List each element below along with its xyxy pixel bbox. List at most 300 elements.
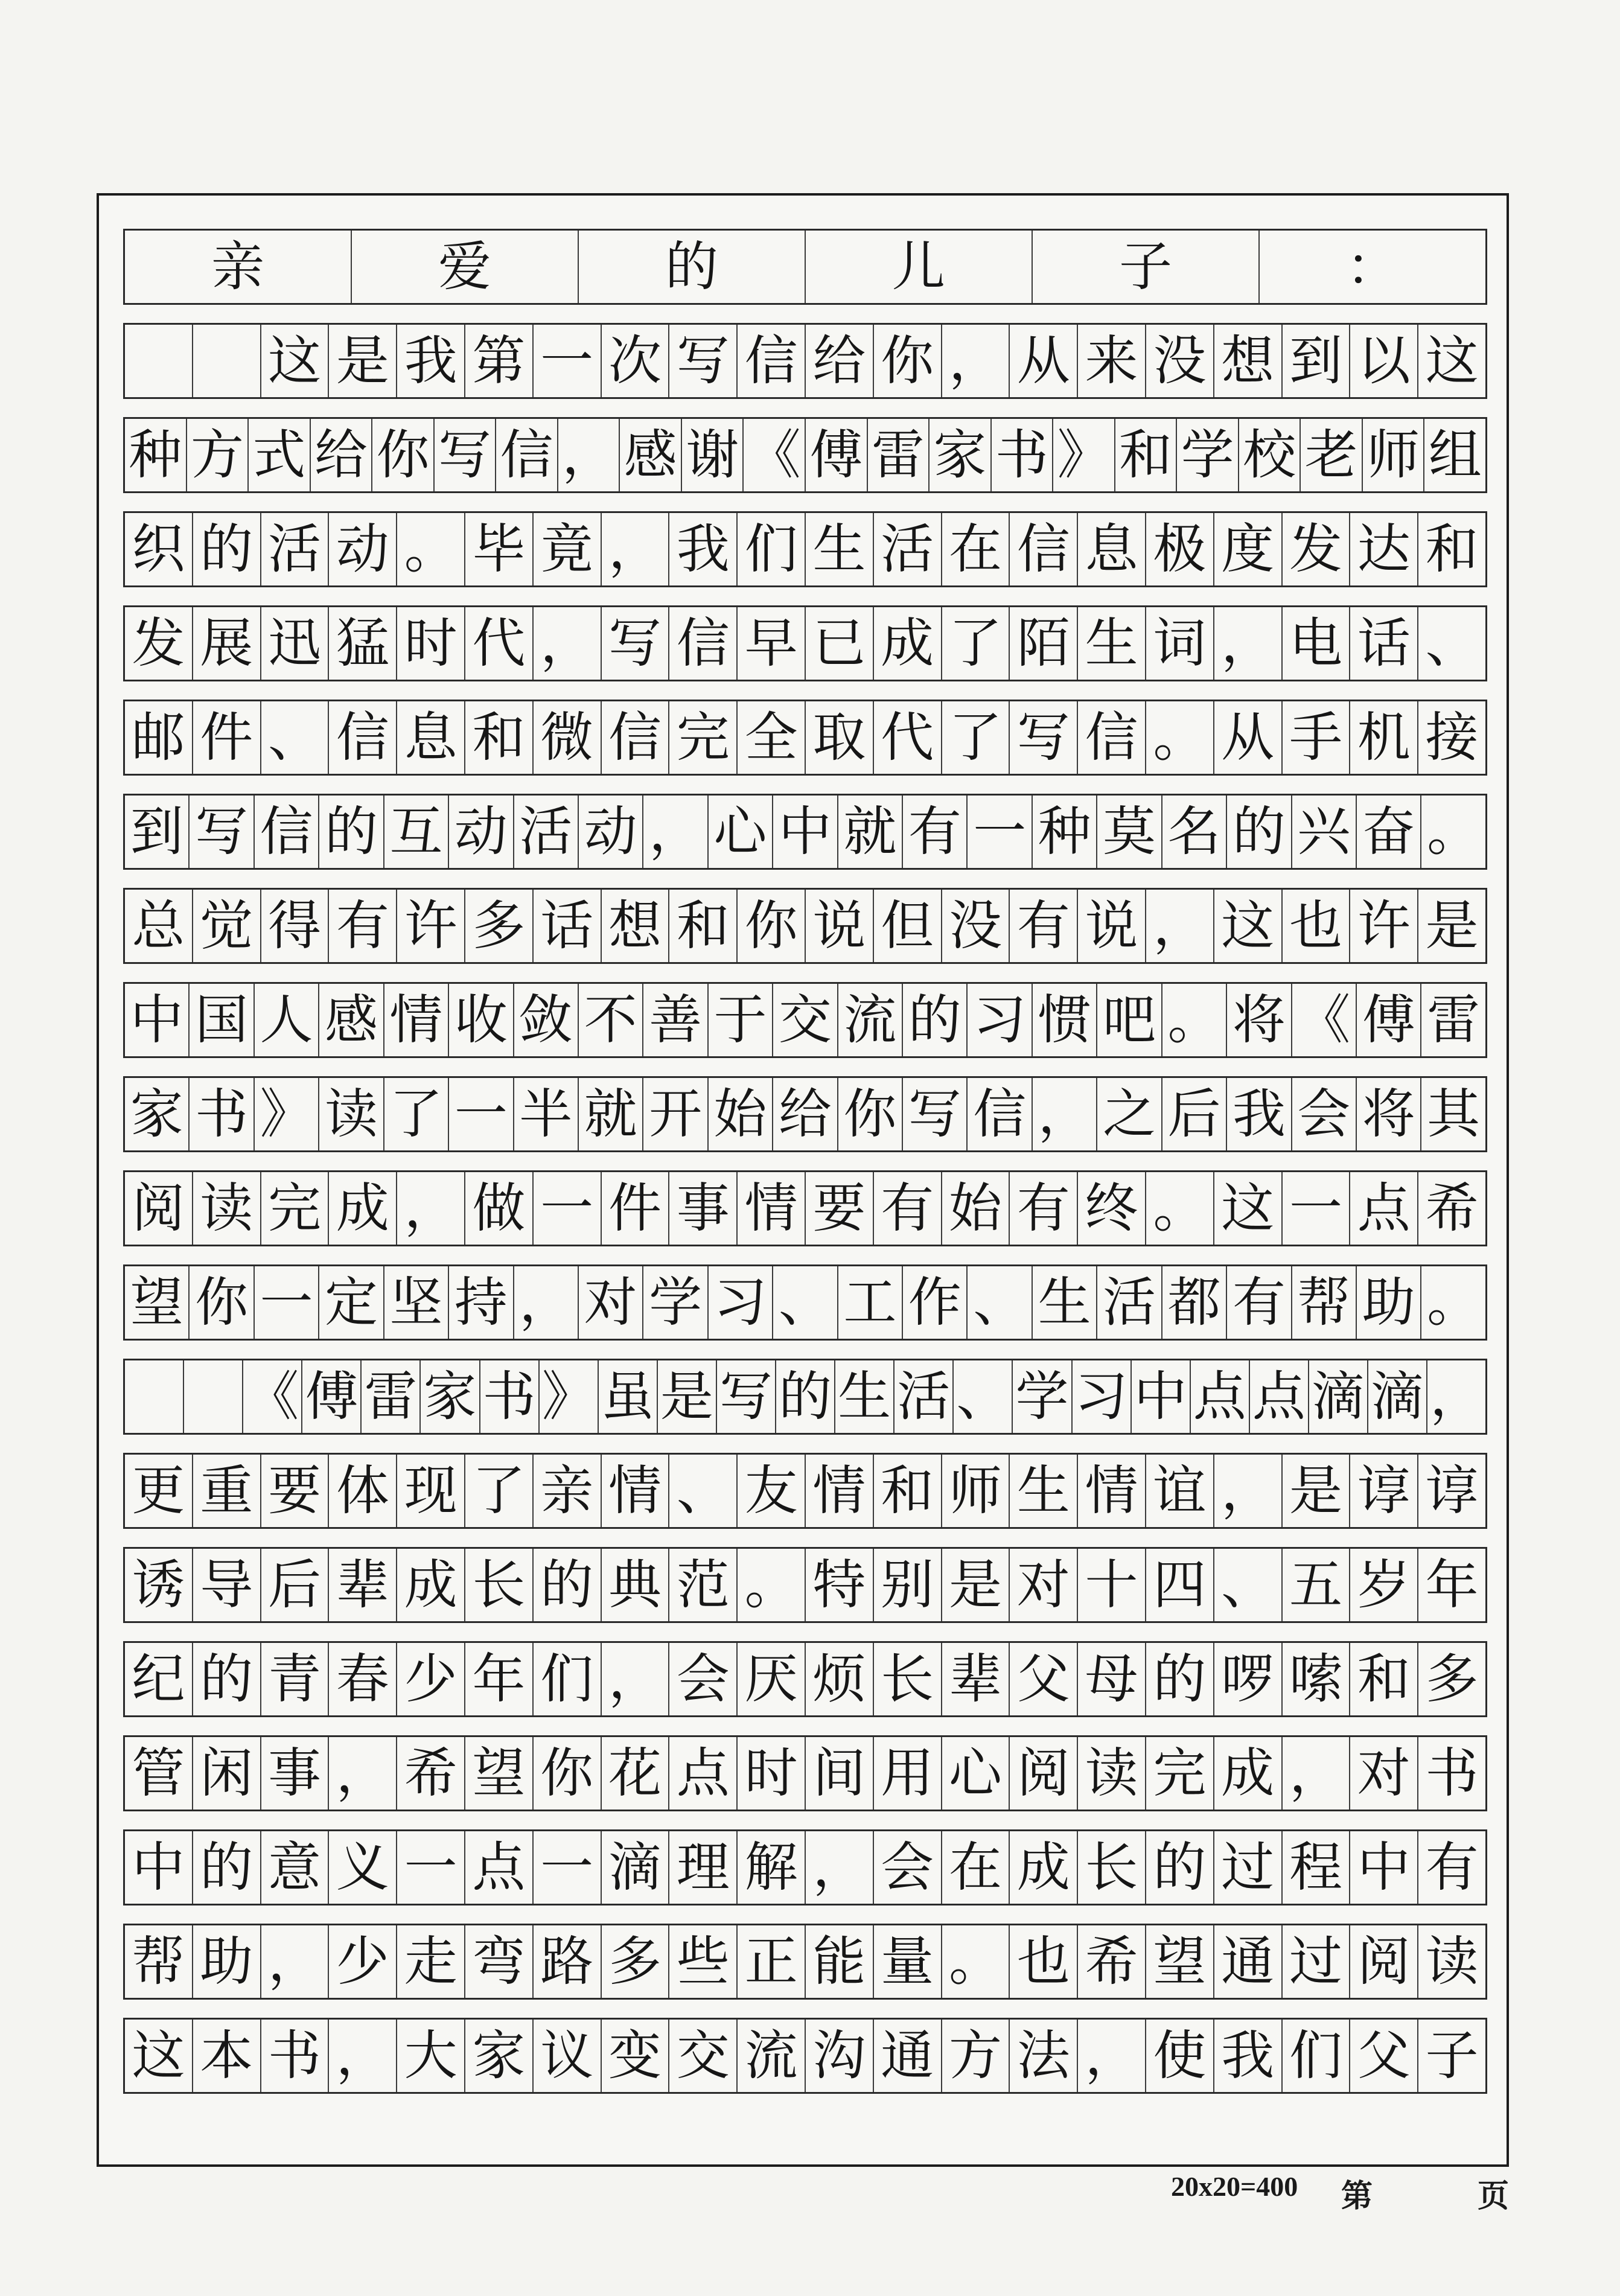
grid-cell: 师 — [1363, 419, 1425, 491]
grid-cell: 母 — [1078, 1643, 1146, 1715]
grid-cell: 将 — [1357, 1078, 1421, 1150]
page-label-di: 第 — [1341, 2180, 1373, 2214]
grid-cell: 发 — [125, 607, 193, 680]
grid-cell: 想 — [602, 890, 670, 962]
manuscript-row — [123, 982, 1487, 1076]
grid-cell: 是 — [329, 325, 397, 397]
manuscript-row — [123, 1829, 1487, 1924]
grid-cell: 嗦 — [1283, 1643, 1351, 1715]
grid-cell: 望 — [125, 1266, 190, 1339]
grid-cell: 学 — [1177, 419, 1239, 491]
grid-cell: 多 — [602, 1925, 670, 1998]
grid-cell: 》 — [540, 1360, 599, 1433]
grid-cell: 后 — [261, 1549, 330, 1621]
grid-cell: 我 — [1214, 2020, 1283, 2092]
grid-cell: ， — [397, 1172, 465, 1245]
grid-cell: 程 — [1283, 1831, 1351, 1904]
grid-cell: 家 — [125, 1078, 190, 1150]
grid-cell: 从 — [1010, 325, 1078, 397]
grid-cell: 典 — [602, 1549, 670, 1621]
grid-cell: 已 — [806, 607, 874, 680]
grid-cell: 理 — [669, 1831, 738, 1904]
grid-cell: 成 — [329, 1172, 397, 1245]
grid-cell: 厌 — [738, 1643, 806, 1715]
grid-cell: 国 — [190, 984, 254, 1056]
grid-cell: 有 — [1425, 1836, 1479, 1898]
grid-cell: 信 — [329, 701, 397, 774]
grid-cell: 半 — [514, 1078, 579, 1150]
grid-cell: 们 — [1283, 2020, 1351, 2092]
grid-cell: 《 — [243, 1360, 302, 1433]
grid-cell: 和 — [874, 1455, 942, 1527]
grid-cell: 一 — [534, 1831, 602, 1904]
grid-cell: 微 — [534, 701, 602, 774]
grid-cell: 、 — [261, 701, 330, 774]
grid-cell: 谊 — [1146, 1455, 1214, 1527]
grid-cell: 事 — [669, 1172, 738, 1245]
grid-cell: 。 — [1427, 1271, 1481, 1333]
grid-cell: 一 — [968, 796, 1032, 868]
grid-cell: 活 — [874, 513, 942, 585]
grid-cell: 啰 — [1214, 1643, 1283, 1715]
grid-cell: 度 — [1214, 513, 1283, 585]
grid-cell: 傅 — [806, 419, 868, 491]
grid-cell: 少 — [397, 1643, 465, 1715]
grid-cell: 些 — [669, 1925, 738, 1998]
grid-cell: 事 — [261, 1737, 330, 1810]
manuscript-row-cells — [123, 323, 1487, 399]
grid-cell: 变 — [602, 2020, 670, 2092]
grid-cell: 从 — [1214, 701, 1283, 774]
grid-cell: 用 — [874, 1737, 942, 1810]
grid-cell: 岁 — [1350, 1549, 1418, 1621]
grid-cell: 书 — [480, 1360, 540, 1433]
grid-cell: 父 — [1350, 2020, 1418, 2092]
grid-cell: 迅 — [261, 607, 330, 680]
grid-cell: ： — [1345, 235, 1399, 298]
grid-cell: 词 — [1146, 607, 1214, 680]
grid-cell: ， — [643, 796, 708, 868]
grid-cell: 次 — [602, 325, 670, 397]
grid-cell: 写 — [1010, 701, 1078, 774]
grid-cell: 读 — [319, 1078, 384, 1150]
grid-cell: 《 — [744, 419, 806, 491]
grid-cell: 中 — [1350, 1831, 1418, 1904]
grid-cell: 长 — [1078, 1831, 1146, 1904]
grid-cell: 助 — [193, 1925, 261, 1998]
grid-cell: 写 — [903, 1078, 968, 1150]
grid-cell: 坚 — [384, 1266, 449, 1339]
grid-cell: 信 — [602, 701, 670, 774]
grid-cell: 流 — [738, 2020, 806, 2092]
grid-cell: 一 — [534, 325, 602, 397]
grid-cell: 弯 — [465, 1925, 534, 1998]
grid-cell: 傅 — [302, 1360, 362, 1433]
grid-cell: 家 — [421, 1360, 480, 1433]
grid-cell: 要 — [806, 1172, 874, 1245]
grid-cell: 中 — [1132, 1360, 1191, 1433]
manuscript-row-cells — [123, 888, 1487, 964]
manuscript-row — [123, 1170, 1487, 1264]
grid-cell: 猛 — [329, 607, 397, 680]
manuscript-row-cells — [123, 1829, 1487, 1905]
grid-cell: 生 — [1078, 607, 1146, 680]
grid-cell: ， — [806, 1831, 874, 1904]
grid-cell: 了 — [384, 1078, 449, 1150]
grid-cell: 闲 — [193, 1737, 261, 1810]
grid-cell: 中 — [773, 796, 838, 868]
grid-cell: 能 — [806, 1925, 874, 1998]
grid-cell: 觉 — [193, 890, 261, 962]
grid-cell: 、 — [954, 1360, 1013, 1433]
grid-cell: 时 — [397, 607, 465, 680]
grid-cell: 极 — [1146, 513, 1214, 585]
grid-cell: ， — [514, 1266, 579, 1339]
grid-cell: ， — [1146, 890, 1214, 962]
grid-cell: 书 — [1425, 1742, 1479, 1804]
grid-cell: 情 — [384, 984, 449, 1056]
grid-cell: 说 — [806, 890, 874, 962]
grid-cell: 长 — [465, 1549, 534, 1621]
grid-cell: 是 — [658, 1360, 717, 1433]
grid-cell: 。 — [1162, 984, 1227, 1056]
grid-cell: 书 — [992, 419, 1054, 491]
grid-cell: 了 — [942, 607, 1010, 680]
grid-cell: 老 — [1301, 419, 1363, 491]
grid-cell: 电 — [1283, 607, 1351, 680]
grid-cell: 友 — [738, 1455, 806, 1527]
grid-cell: 奋 — [1357, 796, 1421, 868]
grid-cell: 过 — [1283, 1925, 1351, 1998]
grid-cell: 多 — [465, 890, 534, 962]
manuscript-row — [123, 605, 1487, 700]
grid-cell: 是 — [942, 1549, 1010, 1621]
grid-cell: 正 — [738, 1925, 806, 1998]
grid-cell: 通 — [1214, 1925, 1283, 1998]
grid-cell: 多 — [1425, 1648, 1479, 1710]
grid-cell: 了 — [942, 701, 1010, 774]
grid-cell: 完 — [261, 1172, 330, 1245]
grid-cell: 点 — [669, 1737, 738, 1810]
grid-cell: 方 — [942, 2020, 1010, 2092]
manuscript-row — [123, 1264, 1487, 1359]
grid-cell: 息 — [1078, 513, 1146, 585]
grid-cell: 陌 — [1010, 607, 1078, 680]
grid-cell: ， — [558, 419, 620, 491]
grid-cell: 一 — [449, 1078, 514, 1150]
manuscript-row — [123, 323, 1487, 417]
grid-cell: 许 — [397, 890, 465, 962]
grid-cell: 第 — [465, 325, 534, 397]
manuscript-row — [123, 1641, 1487, 1735]
grid-cell: 这 — [1425, 330, 1479, 392]
grid-cell: 感 — [319, 984, 384, 1056]
grid-cell: 》 — [1053, 419, 1115, 491]
grid-cell: 帮 — [1292, 1266, 1357, 1339]
grid-cell: 中 — [125, 1831, 193, 1904]
grid-cell: 成 — [1214, 1737, 1283, 1810]
grid-cell: 傅 — [1357, 984, 1421, 1056]
grid-cell: ， — [1430, 1365, 1484, 1427]
manuscript-row-cells — [123, 1924, 1487, 2000]
manuscript-row — [123, 700, 1487, 794]
grid-cell: 滴 — [1368, 1360, 1427, 1433]
grid-cell: 信 — [738, 325, 806, 397]
grid-cell: 生 — [806, 513, 874, 585]
grid-cell: 更 — [125, 1455, 193, 1527]
grid-cell: 雷 — [362, 1360, 421, 1433]
grid-cell: 和 — [1115, 419, 1178, 491]
grid-cell: 父 — [1010, 1643, 1078, 1715]
grid-cell: 春 — [329, 1643, 397, 1715]
grid-cell: 意 — [261, 1831, 330, 1904]
grid-cell: 和 — [669, 890, 738, 962]
manuscript-row-cells — [123, 700, 1487, 776]
grid-cell: 得 — [261, 890, 330, 962]
grid-cell: 雷 — [1427, 989, 1481, 1051]
grid-cell: 早 — [738, 607, 806, 680]
grid-cell: 量 — [874, 1925, 942, 1998]
grid-cell: 对 — [579, 1266, 643, 1339]
grid-cell: 信 — [968, 1078, 1032, 1150]
grid-cell: 使 — [1146, 2020, 1214, 2092]
manuscript-row-cells — [123, 1735, 1487, 1811]
grid-cell: 通 — [874, 2020, 942, 2092]
manuscript-row-cells — [123, 982, 1487, 1058]
grid-cell: 持 — [449, 1266, 514, 1339]
grid-cell: 爱 — [352, 231, 579, 303]
manuscript-row-cells — [123, 1264, 1487, 1341]
manuscript-grid — [123, 229, 1487, 2112]
grid-cell: 心 — [942, 1737, 1010, 1810]
grid-cell: 给 — [773, 1078, 838, 1150]
grid-cell: 动 — [449, 796, 514, 868]
grid-cell: 这 — [1214, 1172, 1283, 1245]
grid-cell: 、 — [773, 1266, 838, 1339]
grid-cell: 时 — [738, 1737, 806, 1810]
grid-cell: 有 — [1010, 1172, 1078, 1245]
manuscript-row — [123, 1359, 1487, 1453]
grid-cell: 机 — [1350, 701, 1418, 774]
grid-cell: 发 — [1283, 513, 1351, 585]
grid-cell: 对 — [1350, 1737, 1418, 1810]
grid-cell: 始 — [709, 1078, 773, 1150]
grid-cell: ， — [329, 1737, 397, 1810]
grid-cell — [193, 325, 261, 397]
grid-cell: 师 — [942, 1455, 1010, 1527]
grid-cell: 和 — [465, 701, 534, 774]
grid-cell: 莫 — [1097, 796, 1162, 868]
grid-cell: 件 — [602, 1172, 670, 1245]
grid-cell: 书 — [261, 2020, 330, 2092]
grid-cell: 会 — [1292, 1078, 1357, 1150]
grid-cell: 工 — [838, 1266, 903, 1339]
grid-cell: 给 — [806, 325, 874, 397]
grid-cell: 诱 — [125, 1549, 193, 1621]
grid-cell: 烦 — [806, 1643, 874, 1715]
grid-cell: 种 — [1033, 796, 1097, 868]
grid-cell: 也 — [1010, 1925, 1078, 1998]
grid-cell: 阅 — [125, 1172, 193, 1245]
grid-cell: ， — [602, 513, 670, 585]
manuscript-row-cells — [123, 2018, 1487, 2094]
manuscript-row — [123, 1547, 1487, 1641]
grid-cell: 写 — [669, 325, 738, 397]
grid-cell: 始 — [942, 1172, 1010, 1245]
grid-cell: 种 — [125, 419, 187, 491]
grid-cell: 敛 — [514, 984, 579, 1056]
manuscript-row — [123, 229, 1487, 323]
grid-cell: 感 — [620, 419, 682, 491]
grid-cell: 息 — [397, 701, 465, 774]
grid-cell: 谆 — [1425, 1459, 1479, 1522]
grid-cell: 在 — [942, 1831, 1010, 1904]
grid-cell: 纪 — [125, 1643, 193, 1715]
grid-cell: 、 — [1425, 612, 1479, 674]
grid-spec-label: 20x20=400 — [1171, 2171, 1298, 2202]
grid-cell: 和 — [1425, 518, 1479, 580]
grid-cell: 以 — [1350, 325, 1418, 397]
grid-cell: 写 — [602, 607, 670, 680]
grid-cell: 长 — [874, 1643, 942, 1715]
grid-cell: 信 — [1010, 513, 1078, 585]
grid-cell: 希 — [1425, 1177, 1479, 1239]
manuscript-row — [123, 2018, 1487, 2112]
grid-cell: 十 — [1078, 1549, 1146, 1621]
grid-cell: 作 — [903, 1266, 968, 1339]
grid-cell: 方 — [187, 419, 249, 491]
grid-cell: 读 — [1078, 1737, 1146, 1810]
grid-cell: 青 — [261, 1643, 330, 1715]
grid-cell: 之 — [1097, 1078, 1162, 1150]
grid-cell: 习 — [968, 984, 1032, 1056]
grid-cell: 学 — [1013, 1360, 1072, 1433]
grid-cell: 少 — [329, 1925, 397, 1998]
grid-cell: 信 — [255, 796, 319, 868]
grid-cell: 现 — [397, 1455, 465, 1527]
manuscript-row — [123, 417, 1487, 511]
grid-cell: 法 — [1010, 2020, 1078, 2092]
grid-cell — [184, 1360, 243, 1433]
grid-cell: 有 — [329, 890, 397, 962]
grid-cell: 。 — [1146, 701, 1214, 774]
grid-cell: 开 — [643, 1078, 708, 1150]
grid-cell — [125, 325, 193, 397]
grid-cell: 手 — [1283, 701, 1351, 774]
grid-cell: 。 — [942, 1925, 1010, 1998]
grid-cell: 交 — [669, 2020, 738, 2092]
grid-cell: 人 — [255, 984, 319, 1056]
grid-cell: 惯 — [1033, 984, 1097, 1056]
grid-cell: 》 — [255, 1078, 319, 1150]
grid-cell: 就 — [838, 796, 903, 868]
grid-cell: 中 — [125, 984, 190, 1056]
grid-cell: 望 — [1146, 1925, 1214, 1998]
manuscript-row — [123, 794, 1487, 888]
grid-cell: 全 — [738, 701, 806, 774]
grid-cell: 要 — [261, 1455, 330, 1527]
manuscript-row-cells — [123, 417, 1487, 493]
grid-cell: ， — [1033, 1078, 1097, 1150]
grid-cell: 读 — [193, 1172, 261, 1245]
grid-cell: 儿 — [806, 231, 1033, 303]
grid-cell: 写 — [717, 1360, 776, 1433]
grid-cell: 是 — [1425, 894, 1479, 957]
grid-cell: 你 — [838, 1078, 903, 1150]
grid-cell: 阅 — [1350, 1925, 1418, 1998]
grid-cell: 有 — [903, 796, 968, 868]
grid-cell: 接 — [1425, 706, 1479, 768]
grid-cell: 滴 — [602, 1831, 670, 1904]
grid-cell: 的 — [903, 984, 968, 1056]
grid-cell: 家 — [930, 419, 992, 491]
grid-cell: 达 — [1350, 513, 1418, 585]
grid-cell: 这 — [261, 325, 330, 397]
grid-cell: 就 — [579, 1078, 643, 1150]
grid-cell: 我 — [1227, 1078, 1292, 1150]
grid-cell: 。 — [1427, 800, 1481, 863]
grid-cell: 没 — [1146, 325, 1214, 397]
grid-cell: 你 — [372, 419, 435, 491]
grid-cell: ， — [1214, 1455, 1283, 1527]
grid-cell: 到 — [1283, 325, 1351, 397]
grid-cell: 但 — [874, 890, 942, 962]
grid-cell: 书 — [190, 1078, 254, 1150]
grid-cell: 写 — [435, 419, 497, 491]
grid-cell: 收 — [449, 984, 514, 1056]
grid-cell: 取 — [806, 701, 874, 774]
grid-cell: 的 — [776, 1360, 835, 1433]
grid-cell: 说 — [1078, 890, 1146, 962]
grid-cell: 雷 — [868, 419, 930, 491]
grid-cell: 一 — [1283, 1172, 1351, 1245]
grid-cell: 来 — [1078, 325, 1146, 397]
grid-cell: 走 — [397, 1925, 465, 1998]
grid-cell: 将 — [1227, 984, 1292, 1056]
grid-cell: 成 — [874, 607, 942, 680]
grid-cell: 《 — [1292, 984, 1357, 1056]
grid-cell: 点 — [1191, 1360, 1250, 1433]
grid-cell: 我 — [669, 513, 738, 585]
grid-cell: 名 — [1162, 796, 1227, 868]
grid-cell: 四 — [1146, 1549, 1214, 1621]
grid-cell: 信 — [1078, 701, 1146, 774]
grid-cell: 组 — [1428, 424, 1482, 486]
manuscript-row-cells — [123, 229, 1487, 305]
grid-cell: 子 — [1033, 231, 1260, 303]
manuscript-row-cells — [123, 1453, 1487, 1529]
grid-cell: ， — [534, 607, 602, 680]
grid-cell: 许 — [1350, 890, 1418, 962]
grid-cell: 在 — [942, 513, 1010, 585]
grid-cell: 互 — [384, 796, 449, 868]
grid-cell: 展 — [193, 607, 261, 680]
grid-cell: 导 — [193, 1549, 261, 1621]
grid-cell: 望 — [465, 1737, 534, 1810]
grid-cell — [125, 1360, 184, 1433]
grid-cell: 的 — [534, 1549, 602, 1621]
grid-cell: 的 — [193, 1831, 261, 1904]
grid-cell: 件 — [193, 701, 261, 774]
grid-cell: 助 — [1357, 1266, 1421, 1339]
grid-cell: 校 — [1239, 419, 1301, 491]
page-label-ye: 页 — [1478, 2180, 1510, 2214]
grid-cell: 。 — [397, 513, 465, 585]
manuscript-sheet — [97, 193, 1509, 2167]
grid-cell: 谢 — [682, 419, 744, 491]
manuscript-row-cells — [123, 1076, 1487, 1152]
grid-cell: 的 — [1146, 1643, 1214, 1715]
